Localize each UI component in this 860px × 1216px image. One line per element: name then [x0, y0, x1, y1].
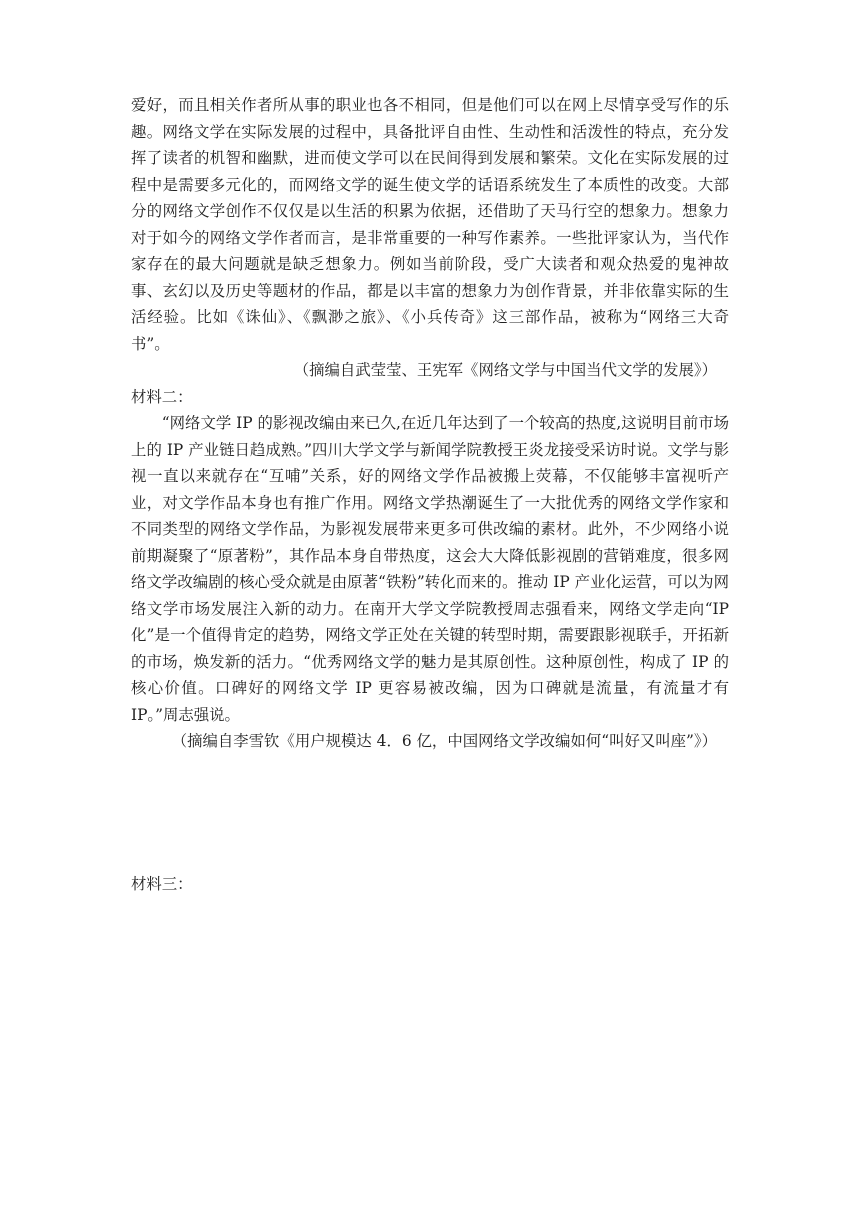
material2-paragraph: “网络文学 IP 的影视改编由来已久,在近几年达到了一个较高的热度,这说明目前市场上的 IP 产业链日趋成熟。”四川大学文学与新闻学院教授王炎龙接受采访时说。文学与影视一直以来就存在“互哺”关系，好的网络文学作品被搬上荧幕，不仅能够丰富视听产业，对文学作品本身也有推广作用。网络文学热潮诞生了一大批优秀的网络文学作家和不同类型的网络文学作品，为影视发展带来更多可供改编的素材。此外，不少网络小说前期凝聚了“原著粉”，其作品本身自带热度，这会大大降低影视剧的营销难度，很多网络文学改编剧的核心受众就是由原著“铁粉”转化而来的。推动 IP 产业化运营，可以为网络文学市场发展注入新的动力。在南开大学文学院教授周志强看来，网络文学走向“IP 化”是一个值得肯定的趋势，网络文学正处在关键的转型时期，需要跟影视联手，开拓新的市场，焕发新的活力。“优秀网络文学的魅力是其原创性。这种原创性，构成了 IP 的核心价值。口碑好的网络文学 IP 更容易被改编，因为口碑就是流量，有流量才有 IP。”周志强说。: [131, 414, 729, 724]
material3-label: 材料三：: [131, 875, 193, 893]
material1-source: （摘编自武莹莹、王宪军《网络文学与中国当代文学的发展》）: [293, 361, 717, 379]
material2-source: （摘编自李雪钦《用户规模达 4．6 亿，中国网络文学改编如何“叫好又叫座”》）: [171, 732, 717, 750]
material1-paragraph: 爱好，而且相关作者所从事的职业也各不相同，但是他们可以在网上尽情享受写作的乐趣。网络文学在实际发展的过程中，具备批评自由性、生动性和活泼性的特点，充分发挥了读者的机智和幽默，进而使文学可以在民间得到发展和繁荣。文化在实际发展的过程中是需要多元化的，而网络文学的诞生使文学的话语系统发生了本质性的改变。大部分的网络文学创作不仅仅是以生活的积累为依据，还借助了天马行空的想象力。想象力对于如今的网络文学作者而言，是非常重要的一种写作素养。一些批评家认为，当代作家存在的最大问题就是缺乏想象力。例如当前阶段，受广大读者和观众热爱的鬼神故事、玄幻以及历史等题材的作品，都是以丰富的想象力为创作背景，并非依靠实际的生活经验。比如《诛仙》、《飘渺之旅》、《小兵传奇》这三部作品，被称为“网络三大奇书”。: [131, 96, 729, 353]
document-body: [131, 92, 729, 755]
material2-label: 材料二：: [131, 387, 193, 406]
